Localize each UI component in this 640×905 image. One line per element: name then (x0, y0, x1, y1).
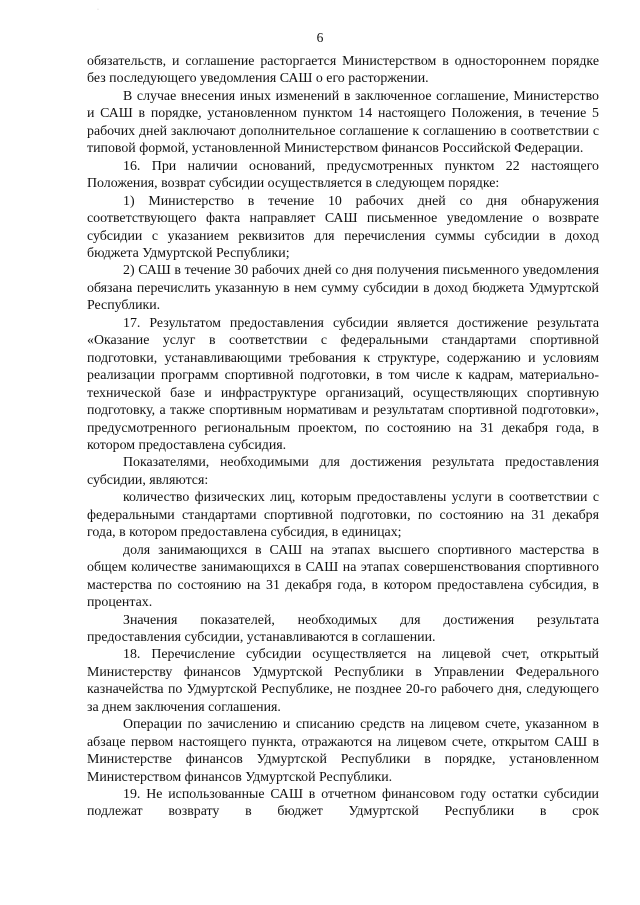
paragraph-6: 17. Результатом предоставления субсидии является достижение результата «Оказание услуг в соответствии с федеральными стандартами спортивной подготовки, устанавливающими требования к структуре, содержанию и условиям реализации программ спортивной подготовки, в том числе к кадрам, материально-технической базе и инфраструктуре организаций, осуществляющих спортивную подготовку, а также спортивным нормативам и результатам спортивной подготовки», предусмотренного региональным проектом, по состоянию на 31 декабря года, в котором предоставлена субсидия. (87, 315, 599, 453)
paragraph-5: 2) САШ в течение 30 рабочих дней со дня получения письменного уведомления обязана перечислить указанную в нем сумму субсидии в доход бюджета Удмуртской Республики. (87, 263, 599, 314)
paragraph-10: Значения показателей, необходимых для достижения результата предоставления субсидии, устанавливаются в соглашении. (87, 612, 599, 645)
paragraph-4: 1) Министерство в течение 10 рабочих дней со дня обнаружения соответствующего факта направляет САШ письменное уведомление о возврате субсидии с указанием реквизитов для перечисления суммы субсидии в доход бюджета Удмуртской Республики; (87, 193, 599, 261)
paragraph-12: Операции по зачислению и списанию средств на лицевом счете, указанном в абзаце первом настоящего пункта, отражаются на лицевом счете, открытом САШ в Министерстве финансов Удмуртской Республики в порядке, установленном Министерством финансов Удмуртской Республики. (87, 717, 599, 785)
paragraph-1: обязательств, и соглашение расторгается Министерством в одностороннем порядке без последующего уведомления САШ о его расторжении. (87, 54, 599, 87)
paragraph-3: 16. При наличии оснований, предусмотренных пунктом 22 настоящего Положения, возврат субсидии осуществляется в следующем порядке: (87, 158, 599, 192)
paragraph-9: доля занимающихся в САШ на этапах высшего спортивного мастерства в общем количестве занимающихся в САШ на этапах совершенствования спортивного мастерства по состоянию на 31 декабря года, в котором предоставлена субсидия, в процентах. (87, 542, 599, 611)
document-body (87, 53, 599, 821)
page-number: 6 (316, 30, 324, 45)
scan-mark: · (97, 7, 99, 13)
paragraph-7: Показателями, необходимыми для достижения результата предоставления субсидии, являются: (87, 455, 599, 488)
paragraph-2: В случае внесения иных изменений в заключенное соглашение, Министерство и САШ в порядке, установленном пунктом 14 настоящего Положения, в течение 5 рабочих дней заключают дополнительное соглашение к соглашению в соответствии с типовой формой, установленной Министерством финансов Российской Федерации. (87, 88, 599, 157)
paragraph-11: 18. Перечисление субсидии осуществляется на лицевой счет, открытый Министерству финансов Удмуртской Республики в Управлении Федерального казначейства по Удмуртской Республике, не позднее 20-го рабочего дня, следующего за днем заключения соглашения. (87, 647, 599, 715)
paragraph-8: количество физических лиц, которым предоставлены услуги в соответствии с федеральными стандартами спортивной подготовки, по состоянию на 31 декабря года, в котором предоставлена субсидия, в единицах; (87, 490, 599, 541)
paragraph-13: 19. Не использованные САШ в отчетном финансовом году остатки субсидии подлежат возврату в бюджет Удмуртской Республики в срок (87, 787, 599, 820)
